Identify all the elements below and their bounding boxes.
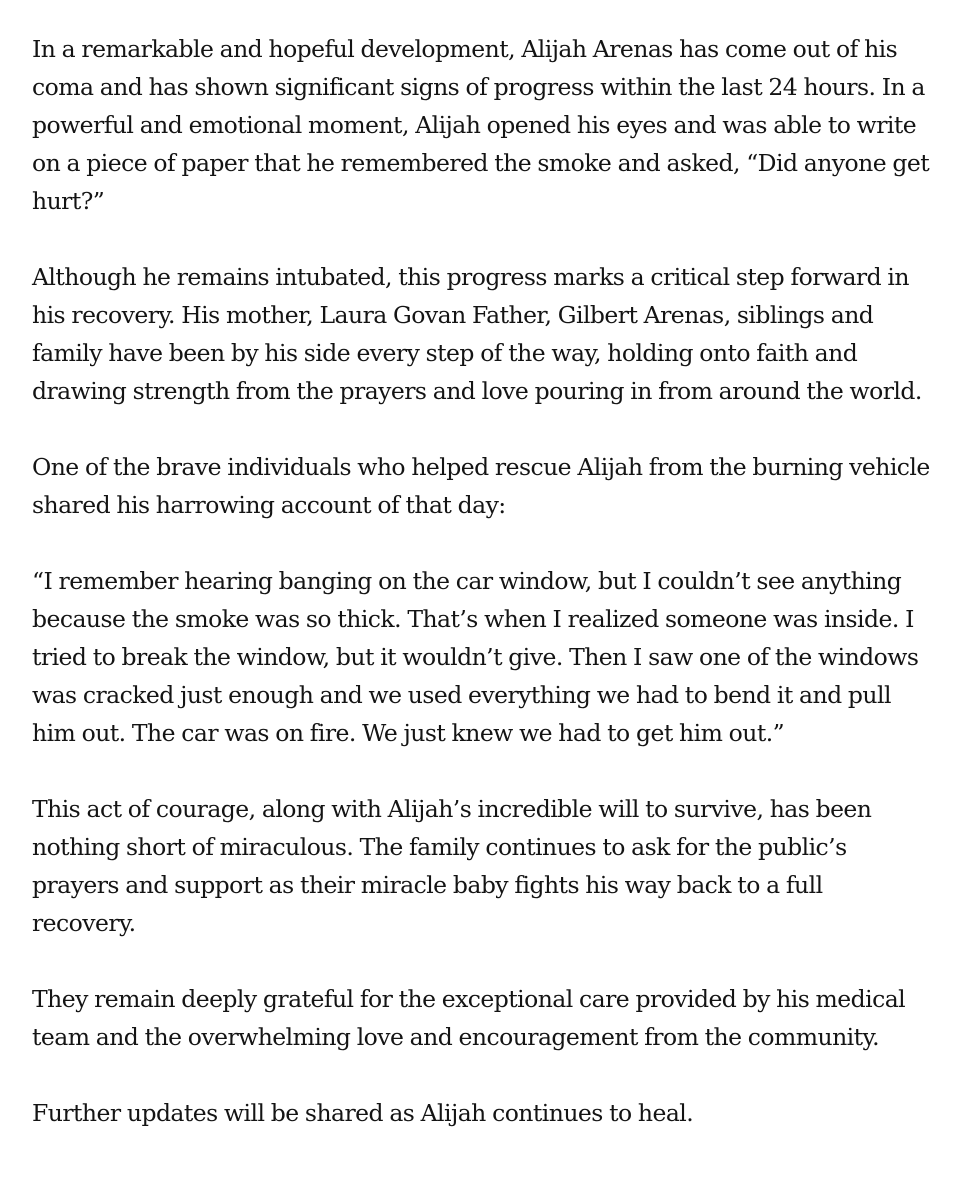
- paragraph-gratitude: They remain deeply grateful for the exceptional care provided by his medical team and the overwhelming love and encouragement from the community.: [32, 985, 906, 1051]
- paragraph-courage: This act of courage, along with Alijah’s incredible will to survive, has been nothing short of miraculous. The family continues to ask for the public’s prayers and support as their miracle baby fights his way back to a full recovery.: [32, 795, 872, 937]
- paragraph-recovery-family: Although he remains intubated, this progress marks a critical step forward in his recovery. His mother, Laura Govan Father, Gilbert Arenas, siblings and family have been by his side every step of the way, holding onto faith and drawing strength from the prayers and love pouring in from around the world.: [32, 263, 922, 405]
- paragraph-rescuer-intro: One of the brave individuals who helped rescue Alijah from the burning vehicle shared his harrowing account of that day:: [32, 453, 930, 519]
- paragraph-further-updates: Further updates will be shared as Alijah continues to heal.: [32, 1099, 694, 1127]
- paragraph-coma-update: In a remarkable and hopeful development, Alijah Arenas has come out of his coma and has shown significant signs of progress within the last 24 hours. In a powerful and emotional moment, Alijah opened his eyes and was able to write on a piece of paper that he remembered the smoke and asked, “Did anyone get hurt?”: [32, 35, 930, 215]
- paragraph-rescuer-quote: “I remember hearing banging on the car window, but I couldn’t see anything because the smoke was so thick. That’s when I realized someone was inside. I tried to break the window, but it wouldn’t give. Then I saw one of the windows was cracked just enough and we used everything we had to bend it and pull him out. The car was on fire. We just knew we had to get him out.”: [32, 567, 919, 747]
